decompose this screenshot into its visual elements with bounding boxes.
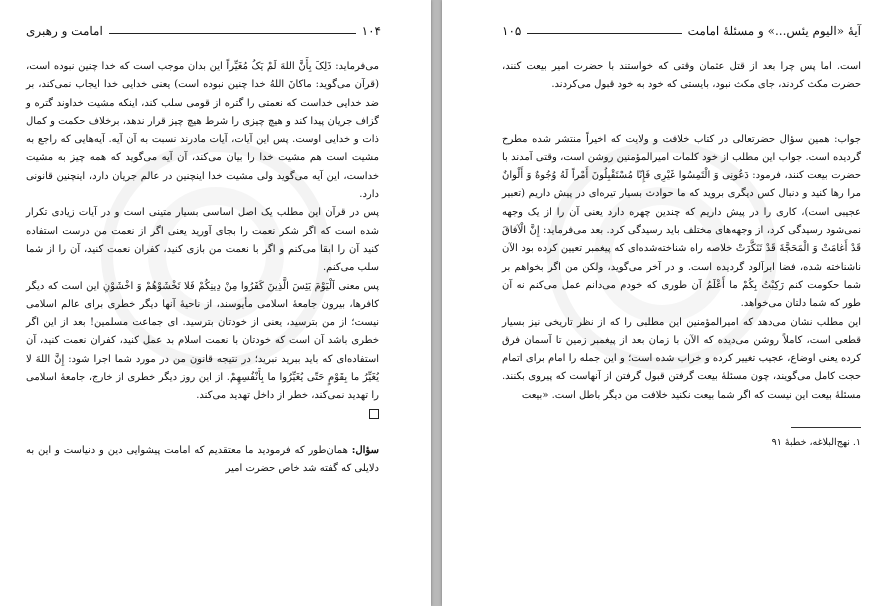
question-paragraph <box>26 442 379 479</box>
page-body <box>26 58 379 478</box>
paragraph: است. اما پس چرا بعد از قتل عثمان وقتی که خواستند با حضرت امیر بیعت کنند، حضرت مکث کردند، جای مکث نبود، بایستی که خود به خود قبول می‌کردند. <box>502 61 861 91</box>
page-header <box>26 24 381 38</box>
footnote-rule <box>791 427 861 428</box>
paragraph: می‌فرماید: ذَلِکَ بِأَنَّ اللهَ لَمْ یَکُ مُغَیِّراً این بدان موجب است که خدا چنین نبوده است، (قرآن می‌گوید: ماکانَ اللهُ خدا چنین نبوده است) یعنی خدایی خدا ایجاب نمی‌کند، بر ضد خدایی خداست که نعمتی را گتره از قومی سلب کند، اینکه مشیت خداوند گتره و گزاف جریان پیدا کند و هیچ چیزی را شرط هیچ چیز قرار ندهد، برخلاف حکمت و کمال ذات و خدایی اوست. پس این آیات، آیات مادرند نسبت به آن آیه. آیه‌هایی که راجع به مشیت است هم مشیت خدا را بیان می‌کند، آن آیه می‌گوید که همه چیز به مشیت خداست، این آیه می‌گوید ولی مشیت خدا اینچنین در عالم جریان دارد، اینچنین قانونی دارد. <box>26 61 379 201</box>
paragraph: پس در قرآن این مطلب یک اصل اساسی بسیار متینی است و در آیات زیادی تکرار شده است که اگر شکر نعمت را بجای آورید یعنی اگر از نعمت من درست استفاده کنید آن را ابقا می‌کنم و اگر با نعمت من بازی کنید، کفران نعمت کنید، آن را از شما سلب می‌کنم. <box>26 207 379 274</box>
running-title: آیهٔ «الیوم یئس...» و مسئلهٔ امامت <box>687 24 861 38</box>
header-rule <box>527 33 681 34</box>
page-body <box>502 58 861 452</box>
right-page <box>442 0 881 606</box>
page-number: ۱۰۴ <box>361 24 381 38</box>
paragraph: جواب: همین سؤال حضرتعالی در کتاب خلافت و ولایت که اخیراً منتشر شده مطرح گردیده است. جواب این مطلب از خود کلمات امیرالمؤمنین روشن است، وقتی آمدند با حضرت بیعت کنند، فرمود: دَعُونِی وَ الْتَمِسُوا غَیْرِی فَإِنّا مُسْتَقْبِلُونَ أَمْراً لَهُ وُجُوهٌ وَ أَلْوانٌ مرا رها کنید و دنبال کس دیگری بروید که ما حوادث بسیار تیره‌ای در پیش داریم (تعبیر عجیبی است)، کاری را در پیش داریم که چندین چهره دارد یعنی آن را از یک وجهه نمی‌شود رسیدگی کرد، از وجهه‌های مختلف باید رسیدگی کرد. بعد می‌فرماید: إِنَّ الْآفاقَ قَدْ أَغامَتْ وَ الْمَحَجَّةَ قَدْ تَنَکَّرَتْ خلاصه راه شناخته‌شده‌ای که پیغمبر تعیین کرده بود الآن ناشناخته شده، فضا ابرآلود گردیده است. و در آخر می‌گوید، ولکن من اگر بخواهم بر شما حکومت کنم رَکِبْتُ بِکُمْ ما أَعْلَمُ آن طوری که خودم می‌دانم عمل می‌کنم نه آن طور که شما دلتان می‌خواهد. <box>502 133 862 310</box>
section-end <box>26 406 379 424</box>
page-number: ۱۰۵ <box>502 24 522 38</box>
question-text: همان‌طور که فرمودید ما معتقدیم که امامت پیشوایی دین و دنیاست و این به دلایلی که گفته شد خاص حضرت امیر <box>26 444 379 474</box>
page-header <box>502 24 861 38</box>
question-label: سؤال: <box>351 444 379 456</box>
paragraph: این مطلب نشان می‌دهد که امیرالمؤمنین این مطلبی را که از نظر تاریخی نیز بسیار قطعی است، کاملاً روشن می‌دیده که الآن با زمان بعد از پیغمبر زمین تا آسمان فرق کرده یعنی اوضاع، عجیب تغییر کرده و خراب شده است؛ و این جمله را امام برای اتمام حجت کامل می‌گویند، چون مسئلهٔ بیعت گرفتن قبول گرفتن از آنهاست که پیروی بکنند. مسئلهٔ بیعت این نیست که اگر شما بیعت نکنید خلافت من دیگر باطل است. «بیعت <box>502 316 861 401</box>
left-page <box>0 0 431 606</box>
footnote: ۱. نهج‌البلاغه، خطبهٔ ۹۱ <box>771 437 861 449</box>
section-end-square-icon <box>369 409 379 419</box>
header-rule <box>109 33 356 34</box>
paragraph: پس معنی اَلْیَوْمَ یَئِسَ الَّذِینَ کَفَرُوا مِنْ دِینِکُمْ فَلا تَخْشَوْهُمْ وَ اخْشَوْنِ این است که دیگر کافرها، بیرون جامعهٔ اسلامی مأیوسند، از ناحیهٔ آنها دیگر خطری برای عالم اسلامی نیست؛ از من بترسید، یعنی از خودتان بترسید. ای جماعت مسلمین! بعد از این اگر خطری باشد آن است که خودتان با نعمت اسلام بد عمل کنید، کفران نعمت کنید، آن استفاده‌ای که باید ببرید نبرید؛ در نتیجه قانون من در مورد شما اجرا شود: إِنَّ اللهَ لا یُغَیِّرُ ما بِقَوْمٍ حَتّی یُغَیِّرُوا ما بِأَنْفُسِهِمْ. از این روز دیگر خطری از خارج، جامعهٔ اسلامی را تهدید نمی‌کند، خطر از داخل تهدید می‌کند. <box>26 280 379 402</box>
running-title: امامت و رهبری <box>26 24 103 38</box>
